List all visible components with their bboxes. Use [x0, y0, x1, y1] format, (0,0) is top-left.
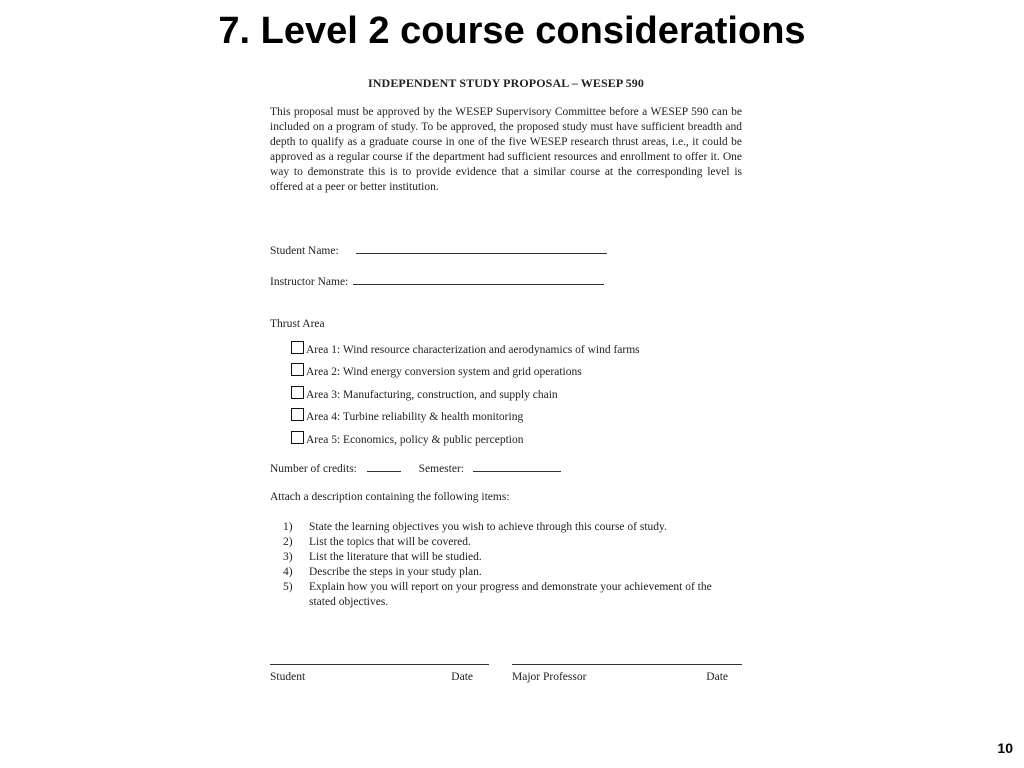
- student-signature-block: [270, 664, 489, 683]
- checkbox-icon[interactable]: [291, 363, 304, 376]
- area-option[interactable]: [291, 401, 640, 424]
- item-number: 2): [283, 536, 293, 548]
- area-option[interactable]: [291, 423, 640, 446]
- professor-signature-line[interactable]: [512, 664, 742, 665]
- checkbox-icon[interactable]: [291, 408, 304, 421]
- list-item: [283, 550, 743, 565]
- intro-paragraph: This proposal must be approved by the WESEP Supervisory Committee before a WESEP 590 can be included on a program of study. To be approved, the proposed study must have sufficient breadth and depth to qualify as a graduate course in one of the five WESEP research thrust areas, i.e., it could be approved as a regular course if the department had sufficient resources and enrollment to offer it. One way to demonstrate this is to provide evidence that a similar course at the corresponding level is offered at a peer or better institution.: [270, 106, 742, 193]
- semester-line[interactable]: [473, 460, 561, 472]
- area-label: Area 1: Wind resource characterization and aerodynamics of wind farms: [306, 343, 640, 356]
- instructor-name-line[interactable]: [353, 273, 604, 285]
- item-number: 4): [283, 566, 293, 578]
- area-option[interactable]: [291, 333, 640, 356]
- thrust-area-list: [291, 333, 640, 446]
- area-option[interactable]: [291, 378, 640, 401]
- student-name-line[interactable]: [356, 242, 607, 254]
- professor-signature-label: Major Professor: [512, 671, 587, 683]
- item-text: State the learning objectives you wish to achieve through this course of study.: [309, 521, 667, 533]
- item-number: 5): [283, 581, 293, 593]
- proposal-document: [270, 76, 742, 683]
- checkbox-icon[interactable]: [291, 341, 304, 354]
- item-text: Explain how you will report on your progress and demonstrate your achievement of the stated objectives.: [309, 581, 712, 608]
- student-signature-line[interactable]: [270, 664, 489, 665]
- credits-label: Number of credits:: [270, 463, 357, 475]
- credits-semester-row: [270, 460, 561, 475]
- item-text: List the topics that will be covered.: [309, 536, 471, 548]
- instructor-name-label: Instructor Name:: [270, 276, 349, 288]
- attach-instruction: Attach a description containing the following items:: [270, 491, 510, 503]
- student-name-label: Student Name:: [270, 245, 339, 257]
- area-label: Area 4: Turbine reliability & health monitoring: [306, 411, 524, 423]
- credits-line[interactable]: [367, 460, 401, 472]
- student-signature-label: Student: [270, 671, 306, 683]
- slide-title: 7. Level 2 course considerations: [218, 10, 806, 52]
- page-number: 10: [997, 740, 1013, 756]
- checkbox-icon[interactable]: [291, 431, 304, 444]
- instructor-name-field: [270, 273, 604, 288]
- item-text: List the literature that will be studied.: [309, 551, 482, 563]
- item-number: 1): [283, 521, 293, 533]
- list-item: [283, 580, 743, 610]
- thrust-area-heading: Thrust Area: [270, 318, 325, 330]
- area-label: Area 5: Economics, policy & public perception: [306, 433, 524, 446]
- student-date-label: Date: [451, 671, 473, 683]
- student-name-field: [270, 242, 607, 257]
- list-item: [283, 535, 743, 550]
- area-label: Area 2: Wind energy conversion system and grid operations: [306, 366, 582, 378]
- document-title: INDEPENDENT STUDY PROPOSAL – WESEP 590: [368, 76, 644, 90]
- item-text: Describe the steps in your study plan.: [309, 566, 482, 578]
- list-item: [283, 520, 743, 535]
- list-item: [283, 565, 743, 580]
- checkbox-icon[interactable]: [291, 386, 304, 399]
- area-label: Area 3: Manufacturing, construction, and supply chain: [306, 388, 558, 401]
- semester-label: Semester:: [418, 463, 464, 475]
- professor-signature-block: [512, 664, 742, 683]
- area-option[interactable]: [291, 356, 640, 379]
- required-items-list: [283, 520, 743, 610]
- professor-date-label: Date: [706, 671, 728, 683]
- item-number: 3): [283, 551, 293, 563]
